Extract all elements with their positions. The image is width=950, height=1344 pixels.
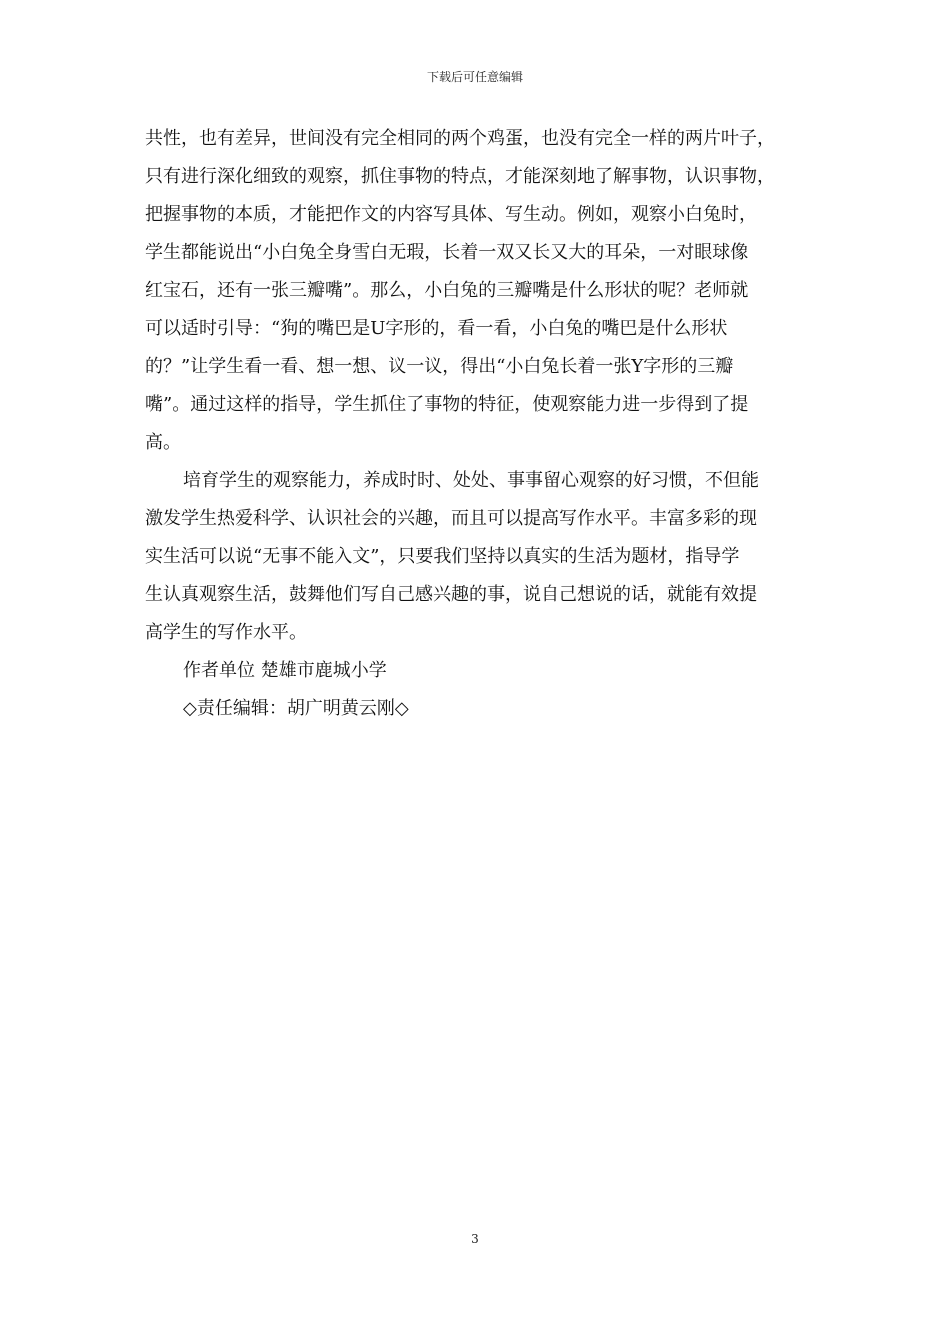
- text-line: 激发学生热爱科学、认识社会的兴趣，而且可以提高写作水平。丰富多彩的现: [145, 508, 757, 529]
- text-line: 的？”让学生看一看、想一想、议一议，得出“小白兔长着一张Y字形的三瓣: [145, 356, 734, 377]
- text-line: 共性，也有差异，世间没有完全相同的两个鸡蛋，也没有完全一样的两片叶子，: [145, 128, 775, 149]
- text-line: 嘴”。通过这样的指导，学生抓住了事物的特征，使观察能力进一步得到了提: [145, 394, 749, 415]
- page-number: 3: [471, 1232, 479, 1246]
- text-line: 高。: [145, 432, 181, 453]
- text-line: 只有进行深化细致的观察，抓住事物的特点，才能深刻地了解事物，认识事物，: [145, 166, 775, 187]
- text-line: 把握事物的本质，才能把作文的内容写具体、写生动。例如，观察小白兔时，: [145, 204, 757, 225]
- paragraph-continuation: [145, 120, 817, 462]
- text-line: 培育学生的观察能力，养成时时、处处、事事留心观察的好习惯，不但能: [183, 470, 759, 491]
- text-line: 可以适时引导：“狗的嘴巴是U字形的，看一看，小白兔的嘴巴是什么形状: [145, 318, 728, 339]
- text-line: 实生活可以说“无事不能入文”，只要我们坚持以真实的生活为题材，指导学: [145, 546, 740, 567]
- text-line: 高学生的写作水平。: [145, 622, 307, 643]
- text-line: 红宝石，还有一张三瓣嘴”。那么，小白兔的三瓣嘴是什么形状的呢？老师就: [145, 280, 749, 301]
- text-line: 学生都能说出“小白兔全身雪白无瑕，长着一双又长又大的耳朵，一对眼球像: [145, 242, 749, 263]
- paragraph-conclusion: [145, 462, 817, 652]
- text-line: 生认真观察生活，鼓舞他们写自己感兴趣的事，说自己想说的话，就能有效提: [145, 584, 757, 605]
- page-header: 下载后可任意编辑: [426, 70, 523, 84]
- author-unit: 作者单位 楚雄市鹿城小学: [183, 660, 387, 681]
- document-body: [145, 120, 817, 728]
- editor-credit: ◇责任编辑：胡广明黄云刚◇: [183, 698, 409, 719]
